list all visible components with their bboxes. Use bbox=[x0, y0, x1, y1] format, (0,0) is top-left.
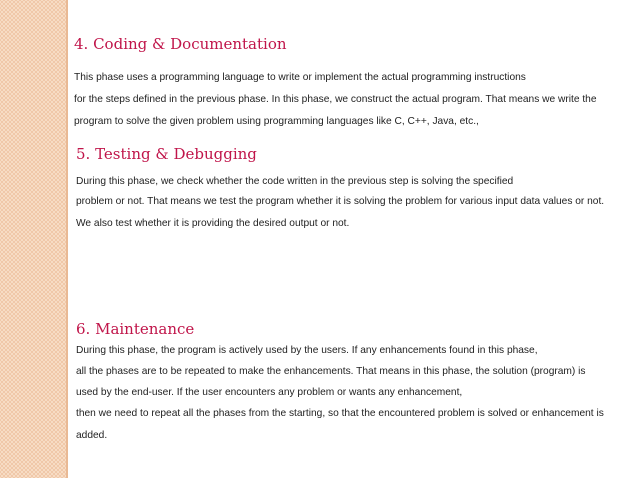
section-testing-line-2: problem or not. That means we test the program whether it is solving the problem for various input data values or not. bbox=[76, 196, 605, 207]
section-heading-maintenance: 6. Maintenance bbox=[76, 320, 195, 338]
section-testing-line-1: During this phase, we check whether the code written in the previous step is solving the specified bbox=[76, 176, 514, 187]
section-coding-line-2: for the steps defined in the previous phase. In this phase, we construct the actual program. That means we write the bbox=[74, 94, 597, 105]
section-maintenance-line-4: then we need to repeat all the phases from the starting, so that the encountered problem is solved or enhancement is bbox=[76, 408, 604, 419]
section-maintenance-line-1: During this phase, the program is actively used by the users. If any enhancements found in this phase, bbox=[76, 345, 538, 356]
section-testing-line-3: We also test whether it is providing the desired output or not. bbox=[76, 218, 350, 229]
section-coding-line-3: program to solve the given problem using programming languages like C, C++, Java, etc., bbox=[74, 116, 479, 127]
section-maintenance-line-3: used by the end-user. If the user encounters any problem or wants any enhancement, bbox=[76, 387, 463, 398]
section-coding-line-1: This phase uses a programming language to write or implement the actual programming instructions bbox=[74, 72, 526, 83]
section-maintenance-line-5: added. bbox=[76, 430, 108, 441]
section-heading-coding-documentation: 4. Coding & Documentation bbox=[74, 35, 287, 53]
section-maintenance-line-2: all the phases are to be repeated to make the enhancements. That means in this phase, the solution (program) is bbox=[76, 366, 586, 377]
section-heading-testing-debugging: 5. Testing & Debugging bbox=[76, 145, 257, 163]
